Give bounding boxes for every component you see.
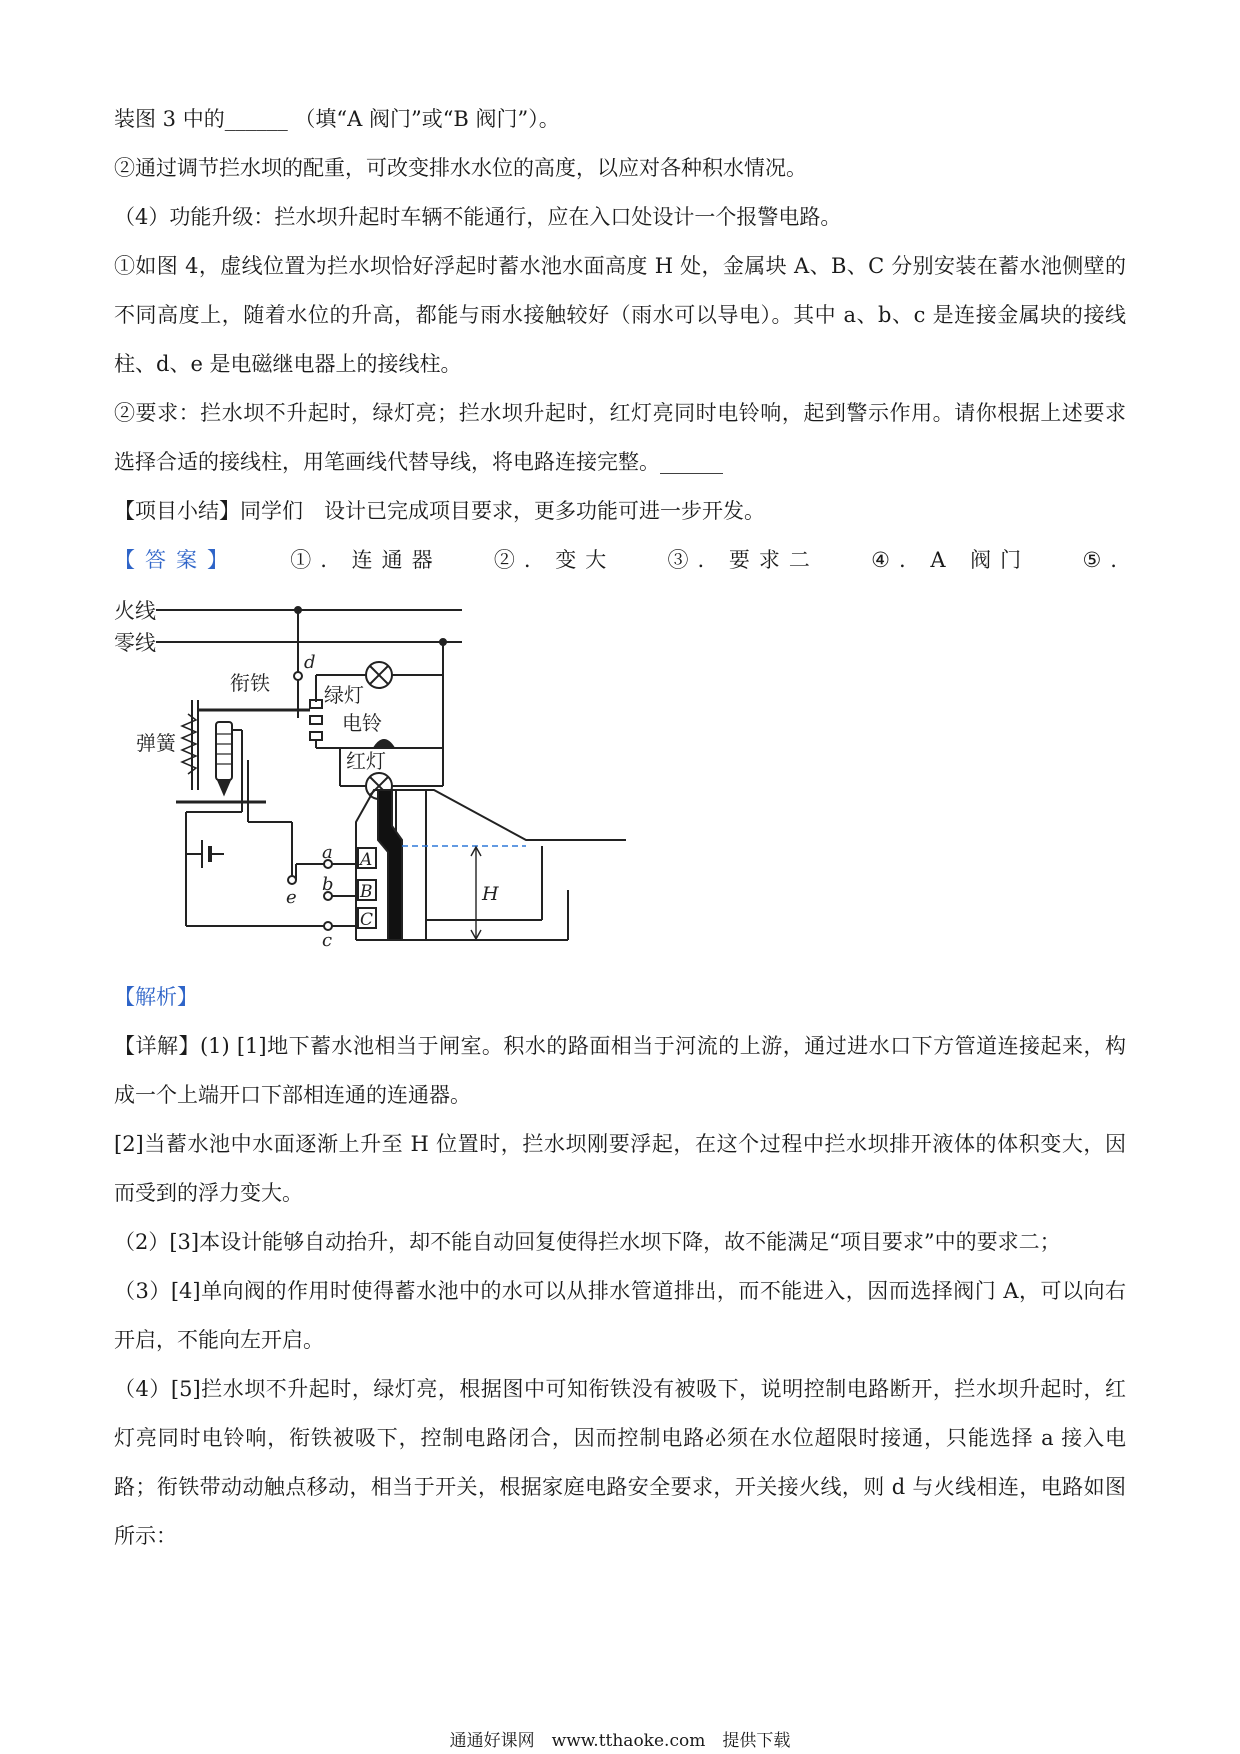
terminal-e-label: e — [286, 887, 297, 908]
red-lamp-label: 红灯 — [346, 749, 386, 773]
analysis-p5-line2: 灯亮同时电铃响，衔铁被吸下，控制电路闭合，因而控制电路必须在水位超限时接通，只能选择 a 接入电 — [114, 1426, 1126, 1450]
answer-item-4: ④. A 阀门 — [871, 548, 1031, 572]
analysis-p5-line3: 路；衔铁带动动触点移动，相当于开关，根据家庭电路安全要求，开关接火线，则 d 与火线相连，电路如图 — [114, 1475, 1126, 1499]
terminal-d-label: d — [304, 652, 316, 673]
lower-contact — [310, 732, 322, 740]
block-c-label: C — [360, 910, 374, 930]
question-line-6: 柱、d、e 是电磁继电器上的接线柱。 — [114, 352, 462, 376]
analysis-p2-line2: 而受到的浮力变大。 — [114, 1181, 303, 1205]
live-wire-label: 火线 — [114, 599, 156, 623]
analysis-p5-line1: （4）[5]拦水坝不升起时，绿灯亮，根据图中可知衔铁没有被吸下，说明控制电路断开，拦水坝升起时，红 — [114, 1377, 1126, 1401]
answer-label: 【答案】 — [114, 548, 238, 572]
middle-contact — [310, 716, 322, 724]
question-line-4: ①如图 4，虚线位置为拦水坝恰好浮起时蓄水池水面高度 H 处，金属块 A、B、C 分别安装在蓄水池侧壁的 — [114, 254, 1126, 278]
analysis-p1-line1: 【详解】(1) [1]地下蓄水池相当于闸室。积水的路面相当于河流的上游，通过进水口下方管道连接起来，构 — [114, 1034, 1126, 1058]
question-line-5: 不同高度上，随着水位的升高，都能与雨水接触较好（雨水可以导电）。其中 a、b、c 是连接金属块的接线 — [114, 303, 1126, 327]
terminal-d — [294, 672, 302, 680]
analysis-p4-line2: 开启，不能向左开启。 — [114, 1328, 324, 1352]
analysis-p3: （2）[3]本设计能够自动抬升，却不能自动回复使得拦水坝下降，故不能满足“项目要求”中的要求二； — [114, 1230, 1061, 1254]
electromagnet-core — [218, 780, 230, 794]
block-b-label: B — [360, 882, 373, 902]
spring-label: 弹簧 — [136, 731, 176, 755]
answer-item-3: ③. 要求二 — [667, 548, 819, 572]
electromagnet-coil — [216, 722, 232, 780]
height-label: H — [482, 883, 499, 905]
block-a-label: A — [360, 850, 373, 870]
question-line-8: 选择合适的接线柱，用笔画线代替导线，将电路连接完整。______ — [114, 450, 723, 474]
analysis-p1-line2: 成一个上端开口下部相连通的连通器。 — [114, 1083, 471, 1107]
terminal-e — [288, 876, 296, 884]
answer-item-2: ②. 变大 — [493, 548, 616, 572]
green-lamp-label: 绿灯 — [324, 683, 364, 707]
project-summary: 【项目小结】同学们 设计已完成项目要求，更多功能可进一步开发。 — [114, 499, 765, 523]
terminal-c-label: c — [322, 930, 333, 951]
analysis-p5-line4: 所示： — [114, 1524, 177, 1548]
bell-label: 电铃 — [342, 711, 382, 735]
neutral-wire-label: 零线 — [114, 631, 156, 655]
answer-row — [114, 545, 1126, 575]
question-line-1: 装图 3 中的______ （填“A 阀门”或“B 阀门”）。 — [114, 107, 560, 131]
question-line-7: ②要求：拦水坝不升起时，绿灯亮；拦水坝升起时，红灯亮同时电铃响，起到警示作用。请你根据上述要求 — [114, 401, 1126, 425]
question-line-2: ②通过调节拦水坝的配重，可改变排水水位的高度，以应对各种积水情况。 — [114, 156, 807, 180]
dam-body — [378, 790, 402, 940]
terminal-b-label: b — [322, 874, 334, 895]
answer-item-1: ①. 连通器 — [290, 548, 442, 572]
analysis-p2-line1: [2]当蓄水池中水面逐渐上升至 H 位置时，拦水坝刚要浮起，在这个过程中拦水坝排开液体的体积变大，因 — [114, 1132, 1126, 1156]
analysis-p4-line1: （3）[4]单向阀的作用时使得蓄水池中的水可以从排水管道排出，而不能进入，因而选择阀门 A，可以向右 — [114, 1279, 1126, 1303]
analysis-label: 【解析】 — [114, 985, 198, 1009]
spring-icon — [182, 714, 196, 774]
bell-icon — [374, 740, 394, 748]
circuit-diagram — [106, 590, 646, 970]
page-footer: 通通好课网 www.tthaoke.com 提供下载 — [449, 1731, 791, 1751]
question-line-3: （4）功能升级：拦水坝升起时车辆不能通行，应在入口处设计一个报警电路。 — [114, 205, 842, 229]
answer-item-5: ⑤. — [1082, 548, 1126, 572]
terminal-c — [324, 922, 332, 930]
terminal-a-label: a — [322, 842, 333, 863]
armature-label: 衔铁 — [230, 671, 270, 695]
